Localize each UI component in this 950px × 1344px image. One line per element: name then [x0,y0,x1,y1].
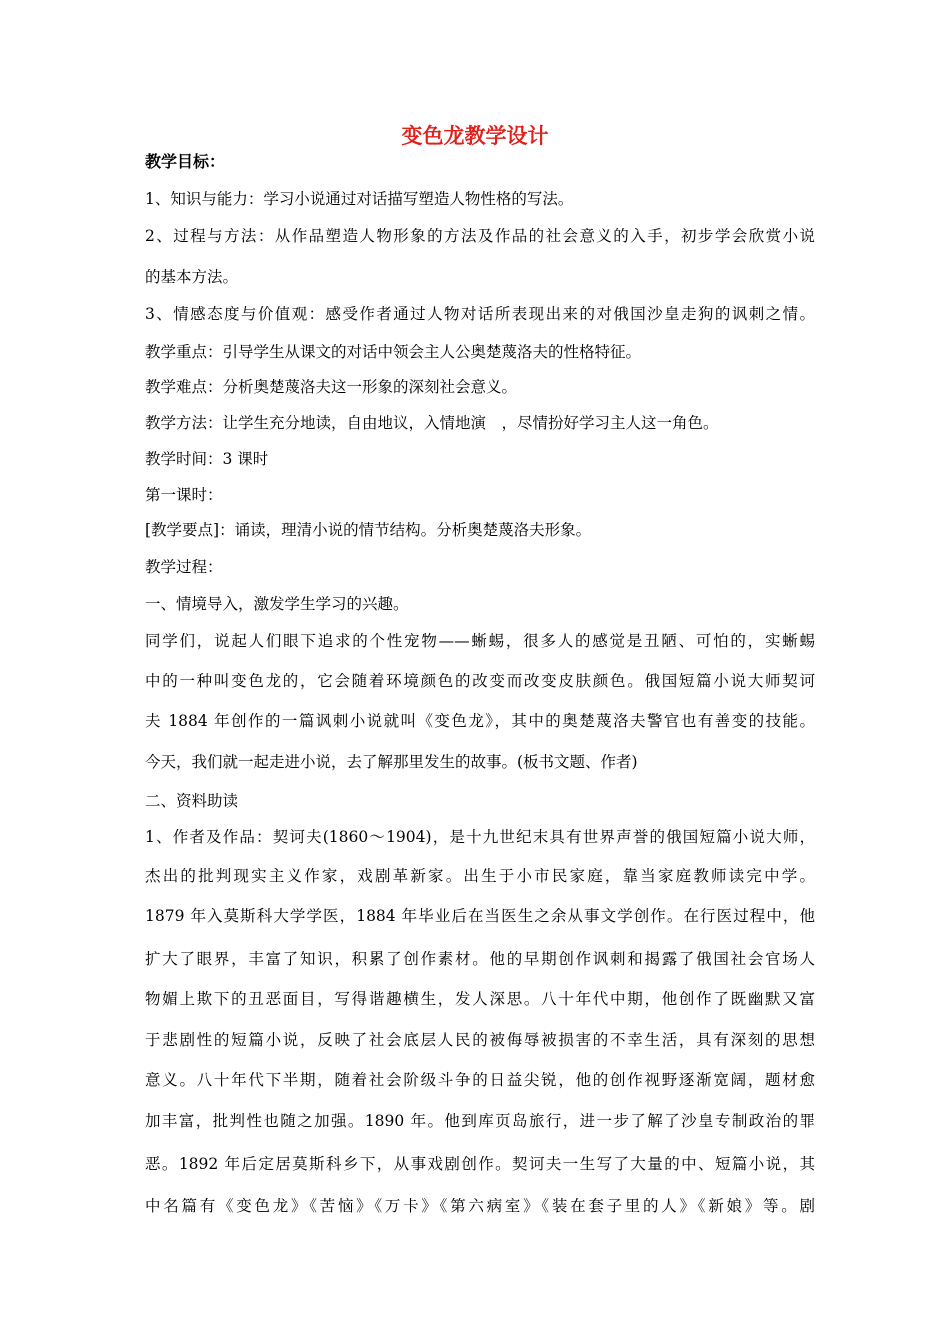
paragraph-line: 的基本方法。 [145,268,239,286]
objectives-heading: 教学目标： [145,152,226,171]
paragraph-line: 二、资料助读 [145,792,239,810]
paragraph-line: 教学方法：让学生充分地读，自由地议，入情地演 ，尽情扮好学习主人这一角色。 [145,414,719,432]
paragraph-line: 扩大了眼界，丰富了知识，积累了创作素材。他的早期创作讽刺和揭露了俄国社会官场人 [145,950,815,968]
paragraph-line: 同学们，说起人们眼下追求的个性宠物——蜥蜴，很多人的感觉是丑陋、可怕的，实蜥蜴 [145,632,815,650]
paragraph-line: 中名篇有《变色龙》《苦恼》《万卡》《第六病室》《装在套子里的人》《新娘》等。剧 [145,1197,815,1215]
paragraph-line: 教学时间：3 课时 [145,450,269,468]
paragraph-line: 意义。八十年代下半期，随着社会阶级斗争的日益尖锐，他的创作视野逐渐宽阔，题材愈 [145,1071,815,1089]
document-title: 变色龙教学设计 [401,124,549,148]
paragraph-line: 1、知识与能力：学习小说通过对话描写塑造人物性格的写法。 [145,190,574,208]
paragraph-line: 2、过程与方法：从作品塑造人物形象的方法及作品的社会意义的入手，初步学会欣赏小说 [145,227,815,245]
paragraph-line: 于悲剧性的短篇小说，反映了社会底层人民的被侮辱被损害的不幸生活，具有深刻的思想 [145,1031,815,1049]
paragraph-line: 教学难点：分析奥楚蔑洛夫这一形象的深刻社会意义。 [145,378,518,396]
paragraph-line: 杰出的批判现实主义作家，戏剧革新家。出生于小市民家庭，靠当家庭教师读完中学。 [145,867,815,885]
paragraph-line: 教学过程： [145,558,223,576]
paragraph-line: 一、情境导入，激发学生学习的兴趣。 [145,595,409,613]
paragraph-line: 恶。1892 年后定居莫斯科乡下，从事戏剧创作。契诃夫一生写了大量的中、短篇小说，其 [145,1155,815,1173]
paragraph-line: [教学要点]：诵读，理清小说的情节结构。分析奥楚蔑洛夫形象。 [145,521,592,539]
paragraph-line: 1、作者及作品：契诃夫(1860～1904)，是十九世纪末具有世界声誉的俄国短篇小说大师， [145,828,815,846]
paragraph-line: 夫 1884 年创作的一篇讽刺小说就叫《变色龙》，其中的奥楚蔑洛夫警官也有善变的技能。 [145,712,815,730]
paragraph-line: 第一课时： [145,486,223,504]
paragraph-line: 1879 年入莫斯科大学学医，1884 年毕业后在当医生之余从事文学创作。在行医过程中，他 [145,907,815,925]
paragraph-line: 今天，我们就一起走进小说，去了解那里发生的故事。(板书文题、作者) [145,753,638,771]
paragraph-line: 3、情感态度与价值观：感受作者通过人物对话所表现出来的对俄国沙皇走狗的讽刺之情。 [145,305,815,323]
paragraph-line: 教学重点：引导学生从课文的对话中领会主人公奥楚蔑洛夫的性格特征。 [145,343,642,361]
paragraph-line: 物媚上欺下的丑恶面目，写得谐趣横生，发人深思。八十年代中期，他创作了既幽默又富 [145,990,815,1008]
paragraph-line: 中的一种叫变色龙的，它会随着环境颜色的改变而改变皮肤颜色。俄国短篇小说大师契诃 [145,672,815,690]
paragraph-line: 加丰富，批判性也随之加强。1890 年。他到库页岛旅行，进一步了解了沙皇专制政治的罪 [145,1112,815,1130]
